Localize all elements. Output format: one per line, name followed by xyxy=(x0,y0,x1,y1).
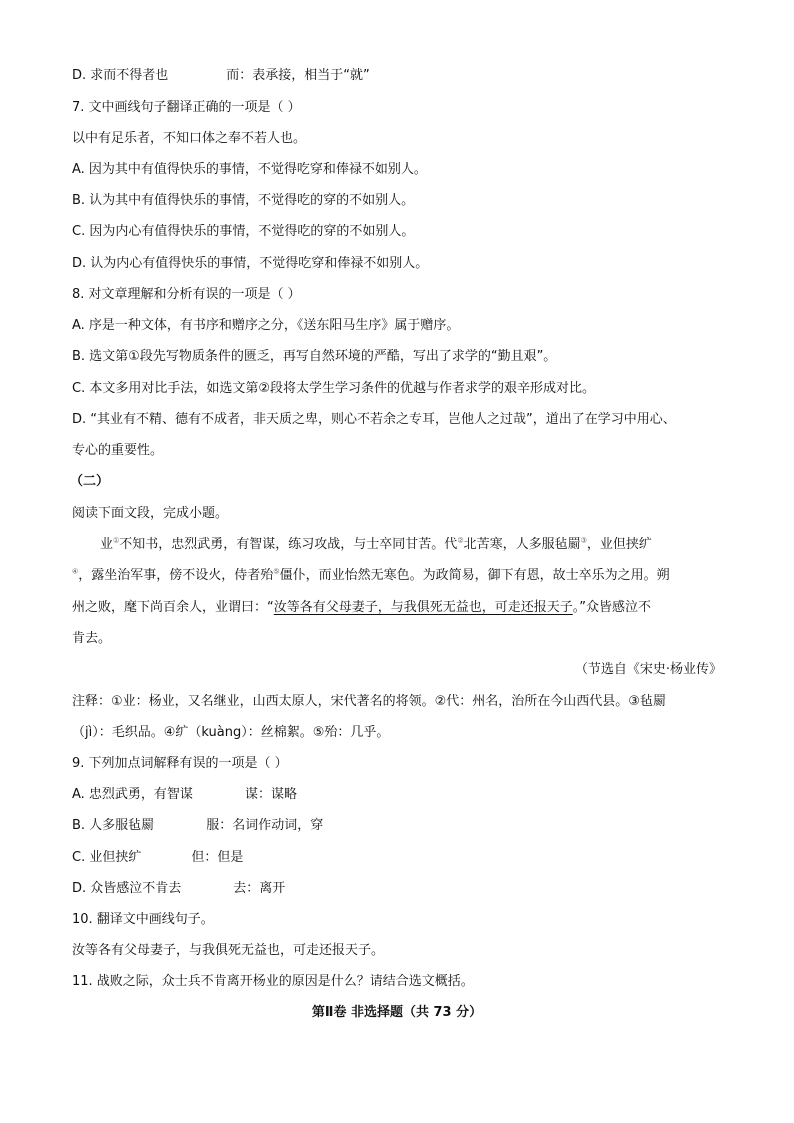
passage-text: 北苦寒，人多服毡罽 xyxy=(463,537,581,552)
passage-text: ，业但挟纩 xyxy=(586,537,652,552)
q7-stem: 7. 文中画线句子翻译正确的一项是（ ） xyxy=(72,100,301,115)
note-marker-2: ② xyxy=(457,536,464,545)
q7-option-a: A. 因为其中有值得快乐的事情，不觉得吃穿和俸禄不如别人。 xyxy=(72,162,427,177)
q8-option-d-line2: 专心的重要性。 xyxy=(72,443,164,458)
note-marker-4: ④ xyxy=(72,567,79,576)
passage-text: 业 xyxy=(100,537,114,552)
passage-source: （节选自《宋史·杨业传》 xyxy=(574,662,722,677)
q9-option-c xyxy=(72,848,243,868)
q9-option-d-explanation: 去：离开 xyxy=(233,881,286,896)
passage-text: ，露坐治军事，傍不设火，侍者殆 xyxy=(78,568,274,583)
q9-stem: 9. 下列加点词解释有误的一项是（ ） xyxy=(72,756,288,771)
q8-stem: 8. 对文章理解和分析有误的一项是（ ） xyxy=(72,287,301,302)
q9-option-a xyxy=(72,785,297,805)
note-marker-5: ⑤ xyxy=(273,567,280,576)
q8-option-c: C. 本文多用对比手法，如选文第②段将太学生学习条件的优越与作者求学的艰辛形成对比。 xyxy=(72,381,595,396)
reading-instruction: 阅读下面文段，完成小题。 xyxy=(72,506,229,521)
section-heading: （二） xyxy=(70,474,110,489)
q11-stem: 11. 战败之际，众士兵不肯离开杨业的原因是什么？请结合选文概括。 xyxy=(72,974,474,989)
q9-option-d xyxy=(72,879,285,899)
q6-option-d xyxy=(72,66,370,86)
q8-option-d-line1: D. “其业有不精、德有不成者，非天质之卑，则心不若余之专耳，岂他人之过哉”，道出了在学习中用心、 xyxy=(72,412,676,427)
passage-text: 。”众皆感泣不 xyxy=(572,600,652,615)
q7-sentence: 以中有足乐者，不知口体之奉不若人也。 xyxy=(72,131,307,146)
q7-option-d: D. 认为内心有值得快乐的事情，不觉得吃穿和俸禄不如别人。 xyxy=(72,256,429,271)
note-marker-1: ① xyxy=(113,536,120,545)
q9-option-b-text: B. 人多服毡罽 xyxy=(72,818,155,833)
passage-line-3 xyxy=(72,598,651,618)
q7-option-b: B. 认为其中有值得快乐的事情，不觉得吃的穿的不如别人。 xyxy=(72,193,415,208)
q6-option-d-explanation: 而：表承接，相当于“就” xyxy=(226,68,370,83)
q8-option-b: B. 选文第①段先写物质条件的匮乏，再写自然环境的严酷，写出了求学的“勤且艰”。 xyxy=(72,349,557,364)
passage-text: 僵仆，而业怡然无寒色。为政简易，御下有恩，故士卒乐为之用。朔 xyxy=(279,568,670,583)
notes-line-2: （jì）：毛织品。④纩（kuàng）：丝棉絮。⑤殆：几乎。 xyxy=(72,725,390,740)
underlined-sentence: 汝等各有父母妻子，与我俱死无益也，可走还报天子 xyxy=(273,600,573,615)
passage-text: 州之败，麾下尚百余人，业谓曰：“ xyxy=(72,600,274,615)
q6-option-d-text: D. 求而不得者也 xyxy=(72,68,169,83)
q7-option-c: C. 因为内心有值得快乐的事情，不觉得吃的穿的不如别人。 xyxy=(72,224,415,239)
passage-line-1 xyxy=(100,535,652,555)
notes-line-1: 注释：①业：杨业，又名继业，山西太原人，宋代著名的将领。②代：州名，治所在今山西代县。③毡罽 xyxy=(72,694,666,709)
note-marker-3: ③ xyxy=(580,536,587,545)
passage-line-2 xyxy=(72,566,670,586)
q9-option-d-text: D. 众皆感泣不肯去 xyxy=(72,881,182,896)
passage-line-4: 肯去。 xyxy=(72,631,112,646)
q8-option-a: A. 序是一种文体，有书序和赠序之分，《送东阳马生序》属于赠序。 xyxy=(72,318,460,333)
q9-option-b-explanation: 服：名词作动词，穿 xyxy=(206,818,324,833)
q9-option-b xyxy=(72,816,323,836)
q9-option-a-text: A. 忠烈武勇，有智谋 xyxy=(72,787,193,802)
passage-text: 不知书，忠烈武勇，有智谋，练习攻战，与士卒同甘苦。代 xyxy=(119,537,458,552)
q9-option-a-explanation: 谋：谋略 xyxy=(244,787,297,802)
q10-sentence: 汝等各有父母妻子，与我俱死无益也，可走还报天子。 xyxy=(72,943,385,958)
q9-option-c-explanation: 但：但是 xyxy=(191,850,244,865)
q10-stem: 10. 翻译文中画线句子。 xyxy=(72,912,214,927)
part-two-title: 第Ⅱ卷 非选择题（共 73 分） xyxy=(311,1005,483,1020)
q9-option-c-text: C. 业但挟纩 xyxy=(72,850,142,865)
